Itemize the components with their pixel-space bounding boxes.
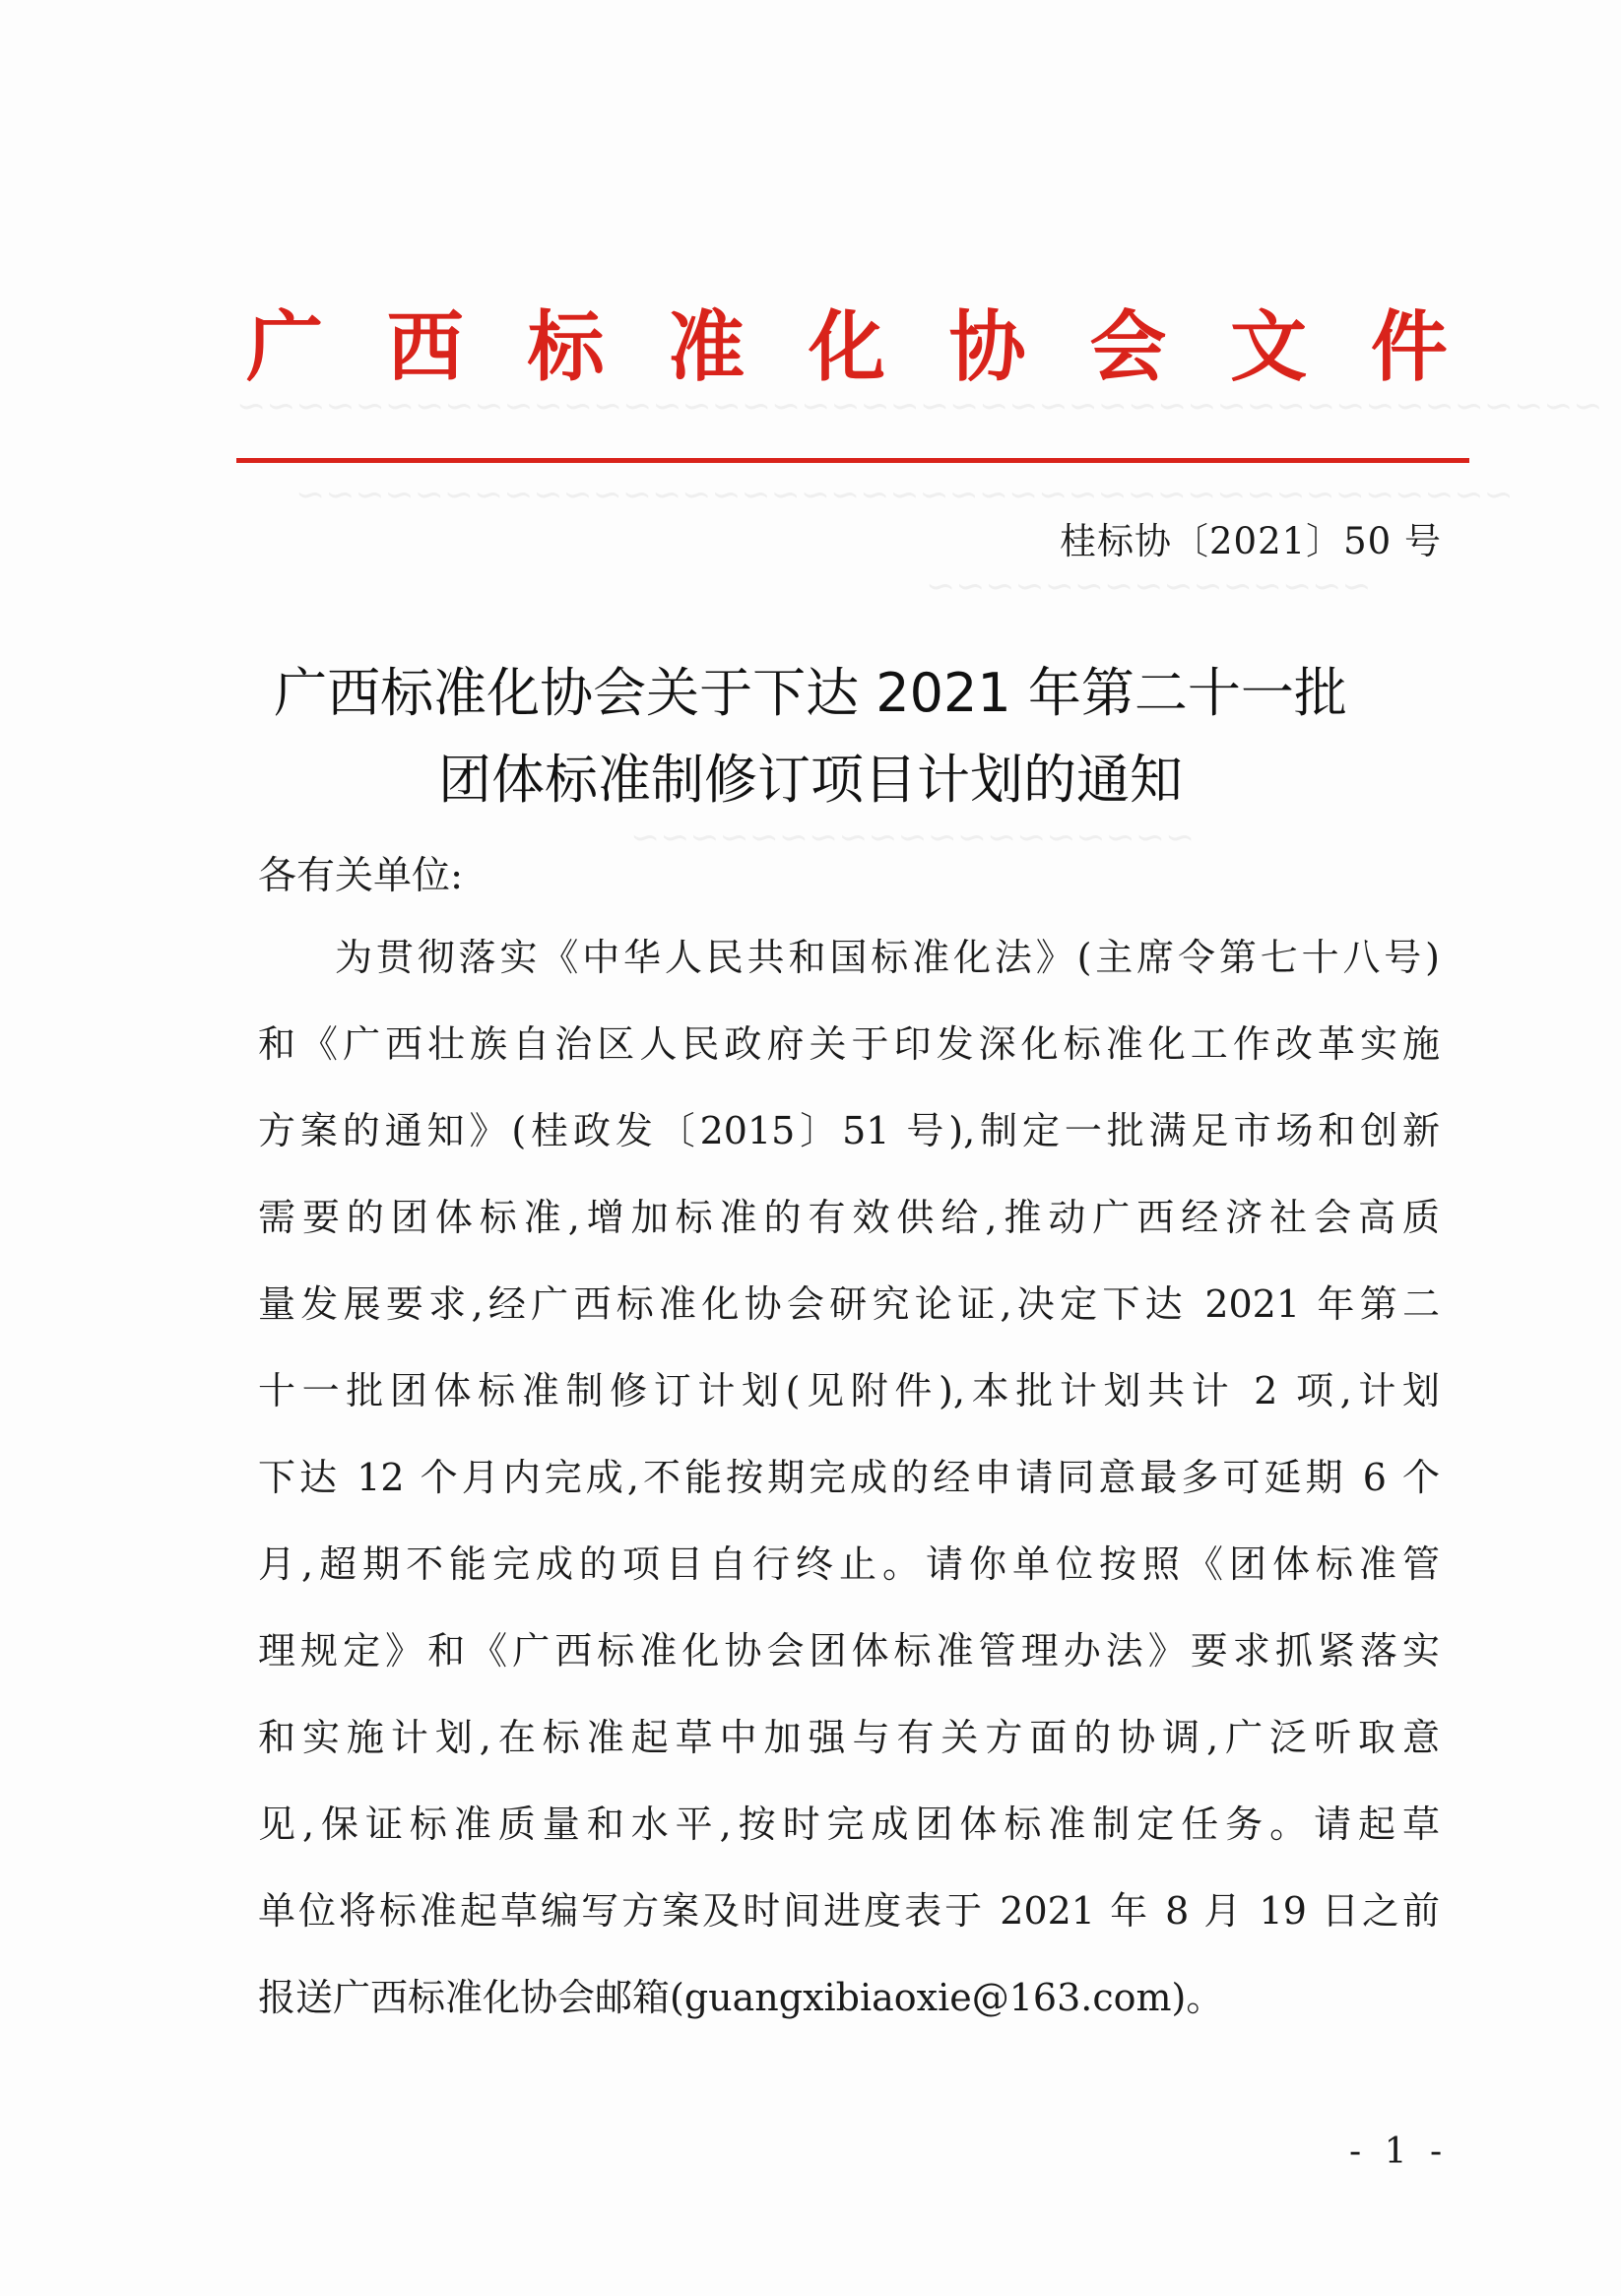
header-divider bbox=[236, 458, 1469, 463]
document-number: 桂标协〔2021〕50 号 bbox=[1059, 520, 1442, 562]
body-line: 报送广西标准化协会邮箱(guangxibiaoxie@163.com)。 bbox=[258, 1976, 1224, 2019]
body-line: 十一批团体标准制修订计划(见附件),本批计划共计 2 项,计划 bbox=[258, 1369, 1440, 1412]
header-char: 西 bbox=[386, 303, 464, 392]
notice-title-line: 团体标准制修订项目计划的通知 bbox=[438, 749, 1183, 811]
page-number: - 1 - bbox=[1349, 2132, 1449, 2172]
issuer-header bbox=[246, 294, 1448, 402]
header-char: 标 bbox=[527, 303, 605, 392]
header-char: 协 bbox=[948, 303, 1026, 392]
header-char: 文 bbox=[1230, 303, 1308, 392]
bleed-through-mark: ~~~~~~~~~~~~~~~~~~~~~~~~~~~~~~~~~~~~~~~~~ bbox=[295, 475, 1514, 515]
body-paragraph bbox=[258, 914, 1440, 2041]
body-line: 量发展要求,经广西标准化协会研究论证,决定下达 2021 年第二 bbox=[258, 1282, 1440, 1326]
body-line: 单位将标准起草编写方案及时间进度表于 2021 年 8 月 19 日之前 bbox=[258, 1889, 1440, 1933]
body-line: 和实施计划,在标准起草中加强与有关方面的协调,广泛听取意 bbox=[258, 1716, 1440, 1759]
body-line: 见,保证标准质量和水平,按时完成团体标准制定任务。请起草 bbox=[258, 1803, 1440, 1846]
header-char: 准 bbox=[668, 303, 746, 392]
header-char: 会 bbox=[1089, 303, 1167, 392]
notice-title bbox=[197, 650, 1424, 823]
notice-title-line: 广西标准化协会关于下达 2021 年第二十一批 bbox=[274, 662, 1347, 724]
bleed-through-mark: ~~~~~~~~~~~~~~~~~~~~~~~~~~~~~~~~~~~~~~~~~~~~~~ bbox=[236, 386, 1603, 426]
body-line: 方案的通知》(桂政发〔2015〕51 号),制定一批满足市场和创新 bbox=[258, 1109, 1440, 1152]
bleed-through-mark: ~~~~~~~~~~~~~~~~~~~ bbox=[630, 818, 1196, 858]
body-line: 需要的团体标准,增加标准的有效供给,推动广西经济社会高质 bbox=[258, 1196, 1440, 1239]
body-line: 月,超期不能完成的项目自行终止。请你单位按照《团体标准管 bbox=[258, 1542, 1440, 1586]
salutation: 各有关单位: bbox=[258, 854, 464, 898]
body-line: 为贯彻落实《中华人民共和国标准化法》(主席令第七十八号) bbox=[335, 936, 1440, 979]
header-char: 件 bbox=[1370, 303, 1448, 392]
header-char: 广 bbox=[246, 303, 324, 392]
body-line: 下达 12 个月内完成,不能按期完成的经申请同意最多可延期 6 个 bbox=[258, 1456, 1440, 1499]
body-line: 理规定》和《广西标准化协会团体标准管理办法》要求抓紧落实 bbox=[258, 1629, 1440, 1673]
bleed-through-mark: ~~~~~~~~~~~~~~~ bbox=[926, 566, 1372, 607]
body-line: 和《广西壮族自治区人民政府关于印发深化标准化工作改革实施 bbox=[258, 1022, 1440, 1066]
header-char: 化 bbox=[808, 303, 885, 392]
